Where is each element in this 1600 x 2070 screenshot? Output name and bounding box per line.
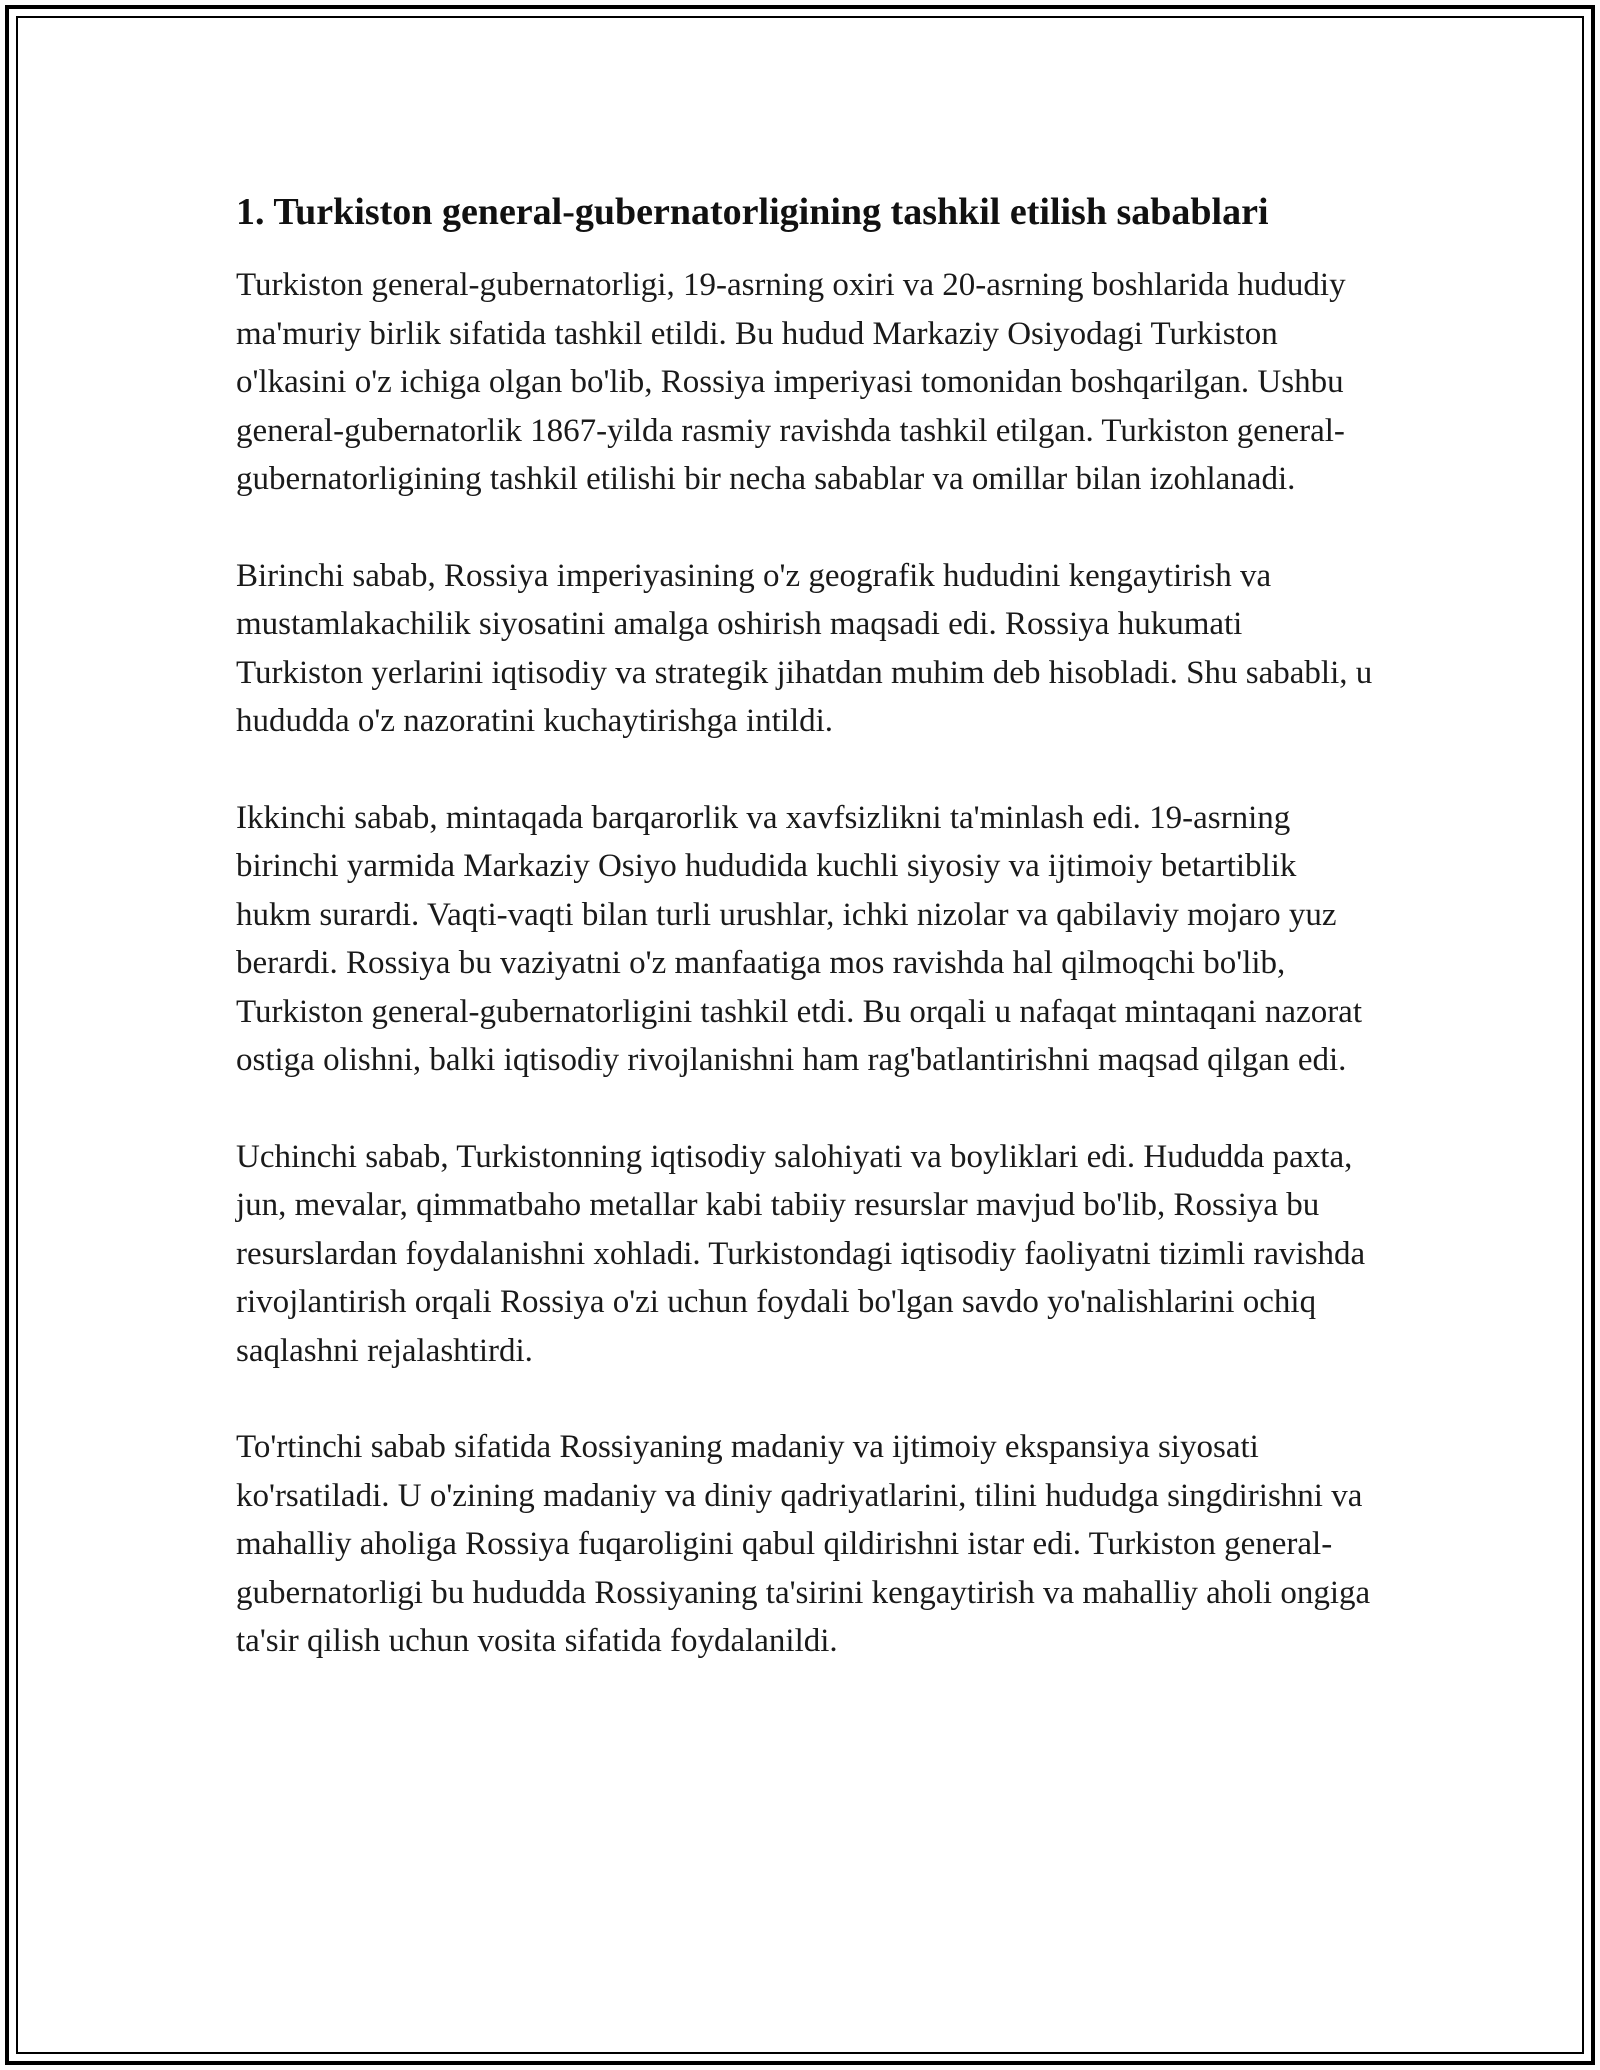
section-heading: 1. Turkiston general-gubernatorligining tashkil etilish sabablari — [236, 191, 1269, 233]
document-body — [236, 186, 1376, 1666]
paragraph-fourth-reason: To'rtinchi sabab sifatida Rossiyaning madaniy va ijtimoiy ekspansiya siyosati ko'rsatiladi. U o'zining madaniy va diniy qadriyatlarini, tilini hududga singdirishni va mahalliy aholiga Rossiya fuqaroligini qabul qildirishni istar edi. Turkiston general-gubernatorligi bu hududda Rossiyaning ta'sirini kengaytirish va mahalliy aholi ongiga ta'sir qilish uchun vosita sifatida foydalanildi. — [236, 1429, 1371, 1659]
paragraph-second-reason: Ikkinchi sabab, mintaqada barqarorlik va xavfsizlikni ta'minlash edi. 19-asrning birinchi yarmida Markaziy Osiyo hududida kuchli siyosiy va ijtimoiy betartiblik hukm surardi. Vaqti-vaqti bilan turli urushlar, ichki nizolar va qabilaviy mojaro yuz berardi. Rossiya bu vaziyatni o'z manfaatiga mos ravishda hal qilmoqchi bo'lib, Turkiston general-gubernatorligini tashkil etdi. Bu orqali u nafaqat mintaqani nazorat ostiga olishni, balki iqtisodiy rivojlanishni ham rag'batlantirishni maqsad qilgan edi. — [236, 799, 1362, 1078]
paragraph-intro: Turkiston general-gubernatorligi, 19-asrning oxiri va 20-asrning boshlarida hududiy ma'muriy birlik sifatida tashkil etildi. Bu hudud Markaziy Osiyodagi Turkiston o'lkasini o'z ichiga olgan bo'lib, Rossiya imperiyasi tomonidan boshqarilgan. Ushbu general-gubernatorlik 1867-yilda rasmiy ravishda tashkil etilgan. Turkiston general-gubernatorligining tashkil etilishi bir necha sabablar va omillar bilan izohlanadi. — [236, 267, 1346, 497]
paragraph-third-reason: Uchinchi sabab, Turkistonning iqtisodiy salohiyati va boyliklari edi. Hududda paxta, jun, mevalar, qimmatbaho metallar kabi tabiiy resurslar mavjud bo'lib, Rossiya bu resurslardan foydalanishni xohladi. Turkistondagi iqtisodiy faoliyatni tizimli ravishda rivojlantirish orqali Rossiya o'zi uchun foydali bo'lgan savdo yo'nalishlarini ochiq saqlashni rejalashtirdi. — [236, 1138, 1366, 1369]
paragraph-first-reason: Birinchi sabab, Rossiya imperiyasining o'z geografik hududini kengaytirish va mustamlakachilik siyosatini amalga oshirish maqsadi edi. Rossiya hukumati Turkiston yerlarini iqtisodiy va strategik jihatdan muhim deb hisobladi. Shu sababli, u hududda o'z nazoratini kuchaytirishga intildi. — [236, 557, 1373, 739]
